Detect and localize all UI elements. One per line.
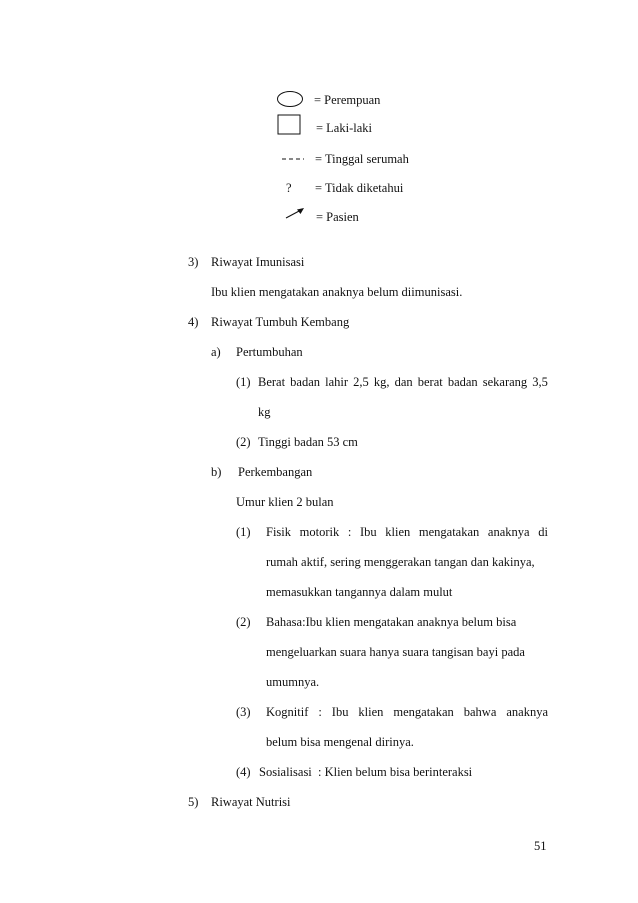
text-fisik-motorik-line1 — [266, 524, 548, 540]
word: 2,5 — [353, 375, 369, 389]
word: lahir — [325, 375, 349, 389]
legend-row-perempuan — [0, 89, 638, 111]
word: klien — [385, 525, 411, 539]
word: Berat — [258, 375, 286, 389]
arrow-icon — [284, 206, 306, 220]
list-number: (3) — [236, 705, 251, 719]
word: klien — [358, 705, 384, 719]
ellipse-icon — [276, 90, 304, 108]
word: Ibu — [331, 705, 349, 719]
legend-row-tidak-diketahui — [0, 178, 638, 200]
word: sekarang — [482, 375, 528, 389]
text-bahasa-line1: Bahasa:Ibu klien mengatakan anaknya belum bisa — [266, 615, 517, 629]
section-title-tumbuh-kembang: Riwayat Tumbuh Kembang — [211, 315, 350, 329]
legend-label: = Perempuan — [314, 93, 381, 107]
text-umur-klien: Umur klien 2 bulan — [236, 495, 334, 509]
text-tinggi-badan: Tinggi badan 53 cm — [258, 435, 358, 449]
paragraph-imunisasi: Ibu klien mengatakan anaknya belum diimunisasi. — [211, 285, 463, 299]
legend-label: = Tinggal serumah — [315, 152, 409, 166]
section-title-imunisasi: Riwayat Imunisasi — [211, 255, 305, 269]
list-number: (2) — [236, 435, 251, 449]
list-number: (2) — [236, 615, 251, 629]
word: 3,5 — [532, 375, 548, 389]
legend-row-tinggal-serumah — [0, 150, 638, 172]
text-bahasa-line2: mengeluarkan suara hanya suara tangisan bayi pada — [266, 645, 525, 659]
list-number: (1) — [236, 375, 251, 389]
word: : — [347, 525, 352, 539]
text-kognitif-line2: belum bisa mengenal dirinya. — [266, 735, 414, 749]
text-berat-badan-line — [258, 374, 548, 390]
text-fisik-motorik-line2: rumah aktif, sering menggerakan tangan dan kakinya, — [266, 555, 535, 569]
legend-label: = Tidak diketahui — [315, 181, 404, 195]
list-letter: b) — [211, 465, 222, 479]
list-letter: a) — [211, 345, 221, 359]
word: dan — [394, 375, 413, 389]
word: mengatakan — [393, 705, 454, 719]
word: anaknya — [506, 705, 548, 719]
word: bahwa — [463, 705, 497, 719]
word: badan — [447, 375, 478, 389]
text-sosialisasi: Sosialisasi : Klien belum bisa berinteraksi — [259, 765, 473, 779]
square-icon — [277, 114, 302, 136]
word: motorik — [299, 525, 340, 539]
list-number: 4) — [188, 315, 199, 329]
word: di — [538, 525, 548, 539]
list-number: (4) — [236, 765, 251, 779]
legend-label: = Laki-laki — [316, 121, 372, 135]
list-number: 3) — [188, 255, 199, 269]
word: : — [318, 705, 322, 719]
dashed-line-icon — [281, 156, 305, 162]
text-fisik-motorik-line3: memasukkan tangannya dalam mulut — [266, 585, 453, 599]
word: badan — [290, 375, 321, 389]
word: kg, — [373, 375, 390, 389]
word: mengatakan — [418, 525, 480, 539]
section-title-nutrisi: Riwayat Nutrisi — [211, 795, 291, 809]
legend-row-laki-laki — [0, 114, 638, 136]
word: Ibu — [359, 525, 377, 539]
text-kognitif-line1 — [266, 704, 548, 720]
list-number: (1) — [236, 525, 251, 539]
text-berat-badan-cont: kg — [258, 405, 271, 419]
legend-label: = Pasien — [316, 210, 359, 224]
text-bahasa-line3: umumnya. — [266, 675, 320, 689]
word: Kognitif — [266, 705, 309, 719]
list-number: 5) — [188, 795, 199, 809]
subsection-title-pertumbuhan: Pertumbuhan — [236, 345, 303, 359]
word: anaknya — [487, 525, 530, 539]
legend-row-pasien — [0, 206, 638, 228]
question-mark-icon: ? — [286, 181, 292, 195]
word: Fisik — [266, 525, 292, 539]
subsection-title-perkembangan: Perkembangan — [238, 465, 313, 479]
word: berat — [417, 375, 443, 389]
page-number: 51 — [534, 839, 547, 853]
